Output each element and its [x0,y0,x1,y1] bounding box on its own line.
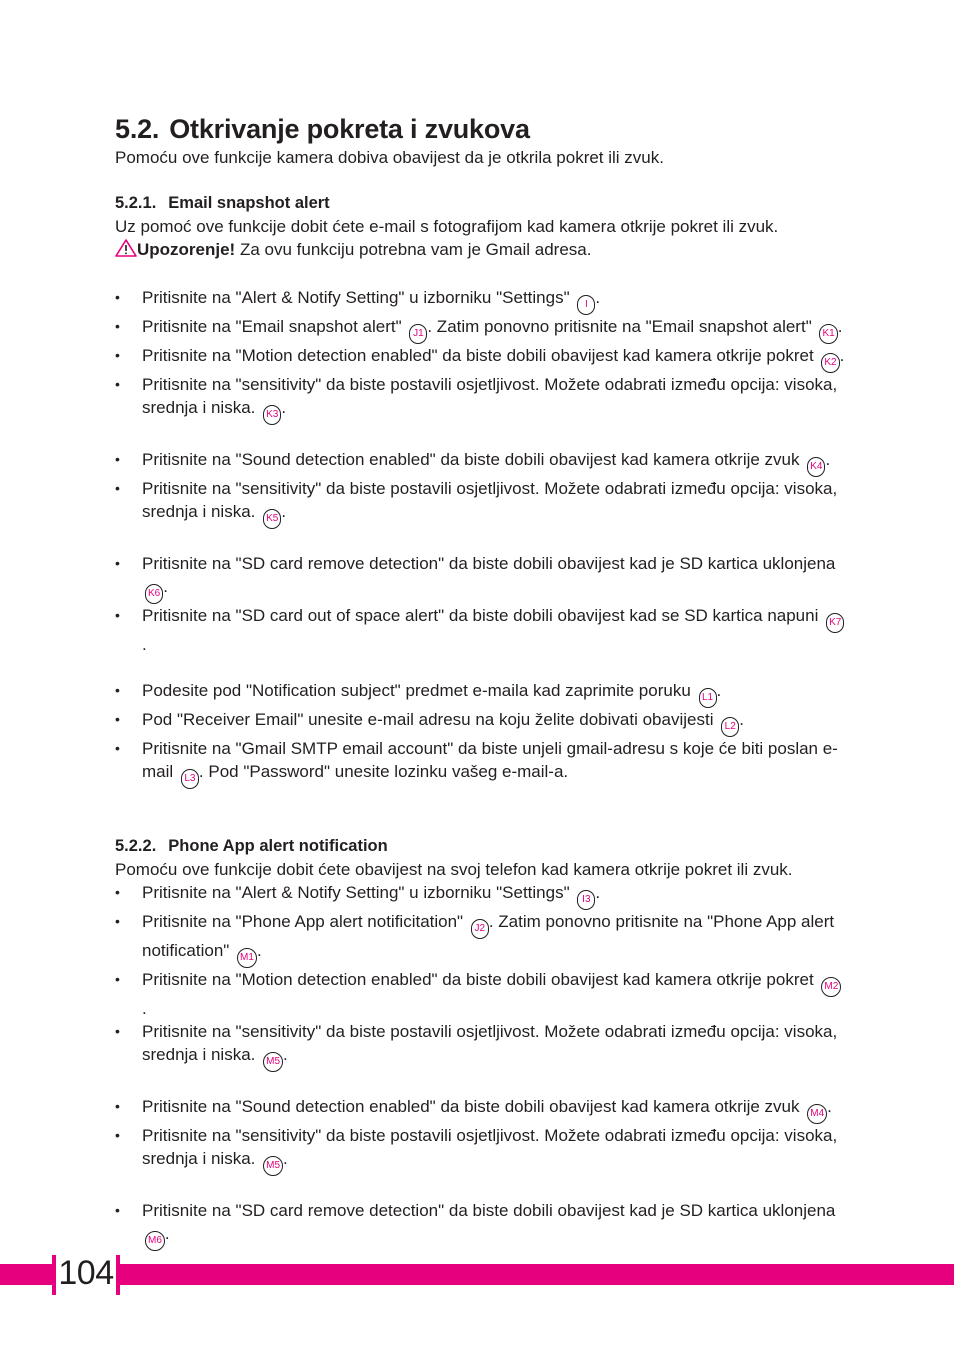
subsection-number: 5.2.2. [115,837,157,855]
footer-bar [0,1264,954,1285]
step-text: Pritisnite na "Phone App alert notificitation" [142,912,468,931]
step-text-after: . [283,1149,288,1168]
list-item [115,968,845,1020]
list-item [115,1095,845,1124]
step-text-after: . Zatim ponovno pritisnite na "Email snapshot alert" [427,317,817,336]
list-item [115,1124,845,1176]
email-steps [115,263,845,789]
callout-ref-badge: K1 [819,324,837,344]
callout-ref-badge: K2 [821,353,839,373]
callout-ref-badge: K7 [826,613,844,633]
callout-ref-badge: I3 [577,890,595,910]
bullet-list [115,881,845,1072]
list-item [115,679,845,708]
step-text-after: . [281,502,287,521]
callout-ref-badge: M4 [807,1104,827,1124]
callout-ref-badge: J1 [409,324,427,344]
subsection-heading-email [115,192,845,215]
step-text-after: . [163,577,168,596]
callout-ref-badge: J2 [471,919,489,939]
step-text: Pritisnite na "Motion detection enabled" da biste dobili obavijest kad kamera otkrije pokret [142,970,819,989]
step-text: Pritisnite na "sensitivity" da biste postavili osjetljivost. Možete odabrati između opcija: visoka, srednja i niska. [142,1022,838,1064]
step-text-after: . [739,710,744,729]
step-text: Pritisnite na "SD card remove detection" da biste dobili obavijest kad je SD kartica uklonjena [142,1201,836,1220]
step-text: Pod "Receiver Email" unesite e-mail adresu na koju želite dobivati obavijesti [142,710,719,729]
step-text: Pritisnite na "Sound detection enabled" da biste dobili obavijest kad kamera otkrije zvuk [142,1097,805,1116]
page-number-box [52,1255,120,1295]
callout-ref-badge: L2 [721,717,739,737]
callout-ref-badge: M1 [237,948,257,968]
callout-ref-badge: M2 [821,977,841,997]
list-item [115,604,845,656]
step-text-after: . [595,288,601,307]
step-text: Pritisnite na "Alert & Notify Setting" u izborniku "Settings" [142,288,575,307]
bullet-list [115,286,845,425]
step-text-after: . [827,1097,832,1116]
callout-ref-badge: K4 [807,457,825,477]
step-text-after: . [825,450,831,469]
subsection-title: Email snapshot alert [168,194,330,212]
step-text: Pritisnite na "SD card remove detection" da biste dobili obavijest kad je SD kartica uklonjena [142,554,836,573]
subsection-number: 5.2.1. [115,194,157,212]
page-content [115,112,845,1251]
step-text-after: . Pod "Password" unesite lozinku vašeg e-mail-a. [198,762,569,781]
section-number: 5.2. [115,114,160,144]
bullet-list [115,679,845,789]
step-text-after: . Zatim ponovno pritisnite na "Phone App alert notification" [142,912,835,960]
warning-note [115,238,845,263]
callout-ref-badge: L1 [699,688,717,708]
list-item [115,737,845,789]
list-item [115,910,845,968]
list-item [115,373,845,425]
step-text-after: . [837,317,843,336]
subsection-heading-phone [115,835,845,858]
callout-ref-badge: I [577,295,595,315]
step-text-after: . [281,398,287,417]
step-text-after: . [595,883,601,902]
phone-steps [115,881,845,1251]
callout-ref-badge: M5 [263,1156,283,1176]
bullet-list [115,448,845,529]
list-item [115,315,845,344]
step-text: Pritisnite na "Alert & Notify Setting" u izborniku "Settings" [142,883,575,902]
list-item [115,881,845,910]
warning-icon [115,239,137,263]
callout-ref-badge: K3 [263,405,281,425]
step-text-after: . [164,1224,170,1243]
warning-label: Upozorenje! [137,240,236,259]
list-item [115,1020,845,1072]
step-text: Pritisnite na "Sound detection enabled" da biste dobili obavijest kad kamera otkrije zvuk [142,450,805,469]
step-text-after: . [142,999,147,1018]
step-text: Pritisnite na "SD card out of space alert" da biste dobili obavijest kad se SD kartica napuni [142,606,824,625]
subsection-intro: Pomoću ove funkcije dobit ćete obavijest na svoj telefon kad kamera otkrije pokret ili zvuk. [115,860,793,879]
subsection-title: Phone App alert notification [168,837,388,855]
step-text: Pritisnite na "sensitivity" da biste postavili osjetljivost. Možete odabrati između opcija: visoka, srednja i niska. [142,375,838,417]
step-text-after: . [716,681,722,700]
step-text-after: . [256,941,262,960]
bullet-list [115,1199,845,1251]
page-number: 104 [58,1254,114,1292]
bullet-list [115,1095,845,1176]
callout-ref-badge: L3 [181,769,199,789]
list-item [115,286,845,315]
step-text: Podesite pod "Notification subject" predmet e-maila kad zaprimite poruku [142,681,696,700]
list-item [115,477,845,529]
step-text: Pritisnite na "Email snapshot alert" [142,317,407,336]
section-title: Otkrivanje pokreta i zvukova [169,114,530,144]
callout-ref-badge: K5 [263,509,281,529]
list-item [115,708,845,737]
step-text-after: . [839,346,845,365]
step-text-after: . [283,1045,288,1064]
list-item [115,448,845,477]
step-text: Pritisnite na "Gmail SMTP email account" da biste unjeli gmail-adresu s koje će biti poslan e-mail [142,739,838,781]
step-text-after: . [142,635,147,654]
warning-text: Za ovu funkciju potrebna vam je Gmail adresa. [235,240,592,259]
step-text: Pritisnite na "Motion detection enabled" da biste dobili obavijest kad kamera otkrije pokret [142,346,819,365]
list-item [115,552,845,604]
bullet-list [115,552,845,656]
list-item [115,344,845,373]
subsection-intro: Uz pomoć ove funkcije dobit ćete e-mail s fotografijom kad kamera otkrije pokret ili zvuk. [115,217,779,236]
callout-ref-badge: K6 [145,584,163,604]
step-text: Pritisnite na "sensitivity" da biste postavili osjetljivost. Možete odabrati između opcija: visoka, srednja i niska. [142,479,838,521]
callout-ref-badge: M5 [263,1052,283,1072]
section-intro: Pomoću ove funkcije kamera dobiva obavijest da je otkrila pokret ili zvuk. [115,148,664,167]
list-item [115,1199,845,1251]
section-heading [115,112,845,146]
callout-ref-badge: M6 [145,1231,165,1251]
step-text: Pritisnite na "sensitivity" da biste postavili osjetljivost. Možete odabrati između opcija: visoka, srednja i niska. [142,1126,838,1168]
